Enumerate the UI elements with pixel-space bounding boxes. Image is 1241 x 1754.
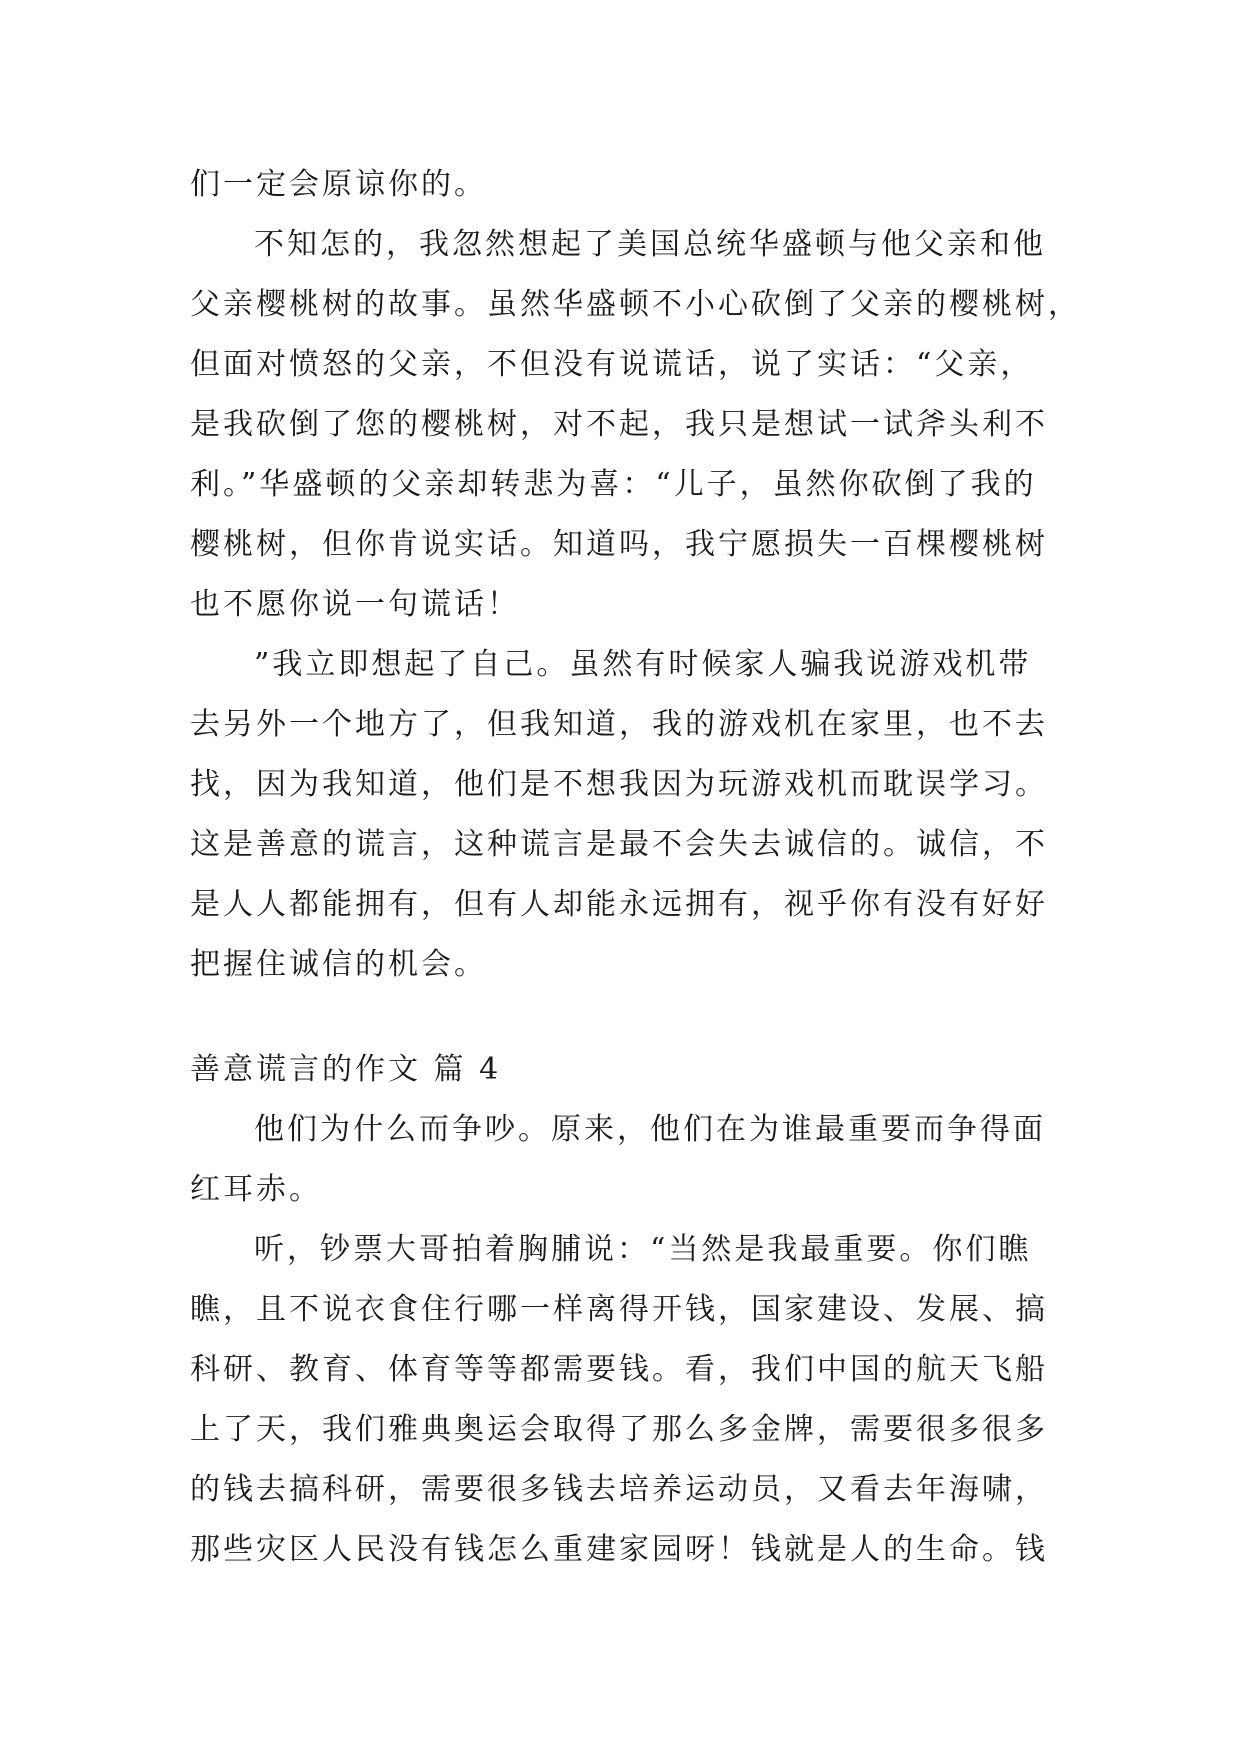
paragraph-line: 红耳赤。 xyxy=(190,1172,322,1207)
paragraph-line: 把握住诚信的机会。 xyxy=(190,947,487,982)
essay-section-3-body xyxy=(190,155,1081,995)
paragraph-line: 樱桃树，但你肯说实话。知道吗，我宁愿损失一百棵樱桃树 xyxy=(190,527,1048,562)
paragraph-line: ”我立即想起了自己。虽然有时候家人骗我说游戏机带 xyxy=(254,647,1032,682)
paragraph-line: 听，钞票大哥拍着胸脯说：“当然是我最重要。你们瞧 xyxy=(254,1232,1032,1267)
paragraph-line: 是我砍倒了您的樱桃树，对不起，我只是想试一试斧头利不 xyxy=(190,407,1048,442)
paragraph-line: 这是善意的谎言，这种谎言是最不会失去诚信的。诚信，不 xyxy=(190,827,1048,862)
paragraph-line: 们一定会原谅你的。 xyxy=(190,167,487,202)
paragraph-line: 他们为什么而争吵。原来，他们在为谁最重要而争得面 xyxy=(254,1112,1046,1147)
paragraph-line: 去另外一个地方了，但我知道，我的游戏机在家里，也不去 xyxy=(190,707,1048,742)
paragraph-line: 也不愿你说一句谎话！ xyxy=(190,587,520,622)
paragraph-line: 找，因为我知道，他们是不想我因为玩游戏机而耽误学习。 xyxy=(190,767,1048,802)
paragraph-line: 那些灾区人民没有钱怎么重建家园呀！钱就是人的生命。钱 xyxy=(190,1532,1048,1567)
paragraph-line: 的钱去搞科研，需要很多钱去培养运动员，又看去年海啸， xyxy=(190,1472,1048,1507)
section-heading: 善意谎言的作文 篇 4 xyxy=(190,1052,502,1087)
paragraph-line: 上了天，我们雅典奥运会取得了那么多金牌，需要很多很多 xyxy=(190,1412,1048,1447)
essay-section-4-body xyxy=(190,1100,1070,1580)
paragraph-line: 不知怎的，我忽然想起了美国总统华盛顿与他父亲和他 xyxy=(254,227,1046,262)
paragraph-line: 利。”华盛顿的父亲却转悲为喜：“儿子，虽然你砍倒了我的 xyxy=(190,467,1037,502)
paragraph-line: 但面对愤怒的父亲，不但没有说谎话，说了实话：“父亲， xyxy=(190,347,1034,382)
paragraph-line: 父亲樱桃树的故事。虽然华盛顿不小心砍倒了父亲的樱桃树， xyxy=(190,287,1081,322)
paragraph-line: 科研、教育、体育等等都需要钱。看，我们中国的航天飞船 xyxy=(190,1352,1048,1387)
paragraph-line: 瞧，且不说衣食住行哪一样离得开钱，国家建设、发展、搞 xyxy=(190,1292,1048,1327)
paragraph-line: 是人人都能拥有，但有人却能永远拥有，视乎你有没有好好 xyxy=(190,887,1048,922)
